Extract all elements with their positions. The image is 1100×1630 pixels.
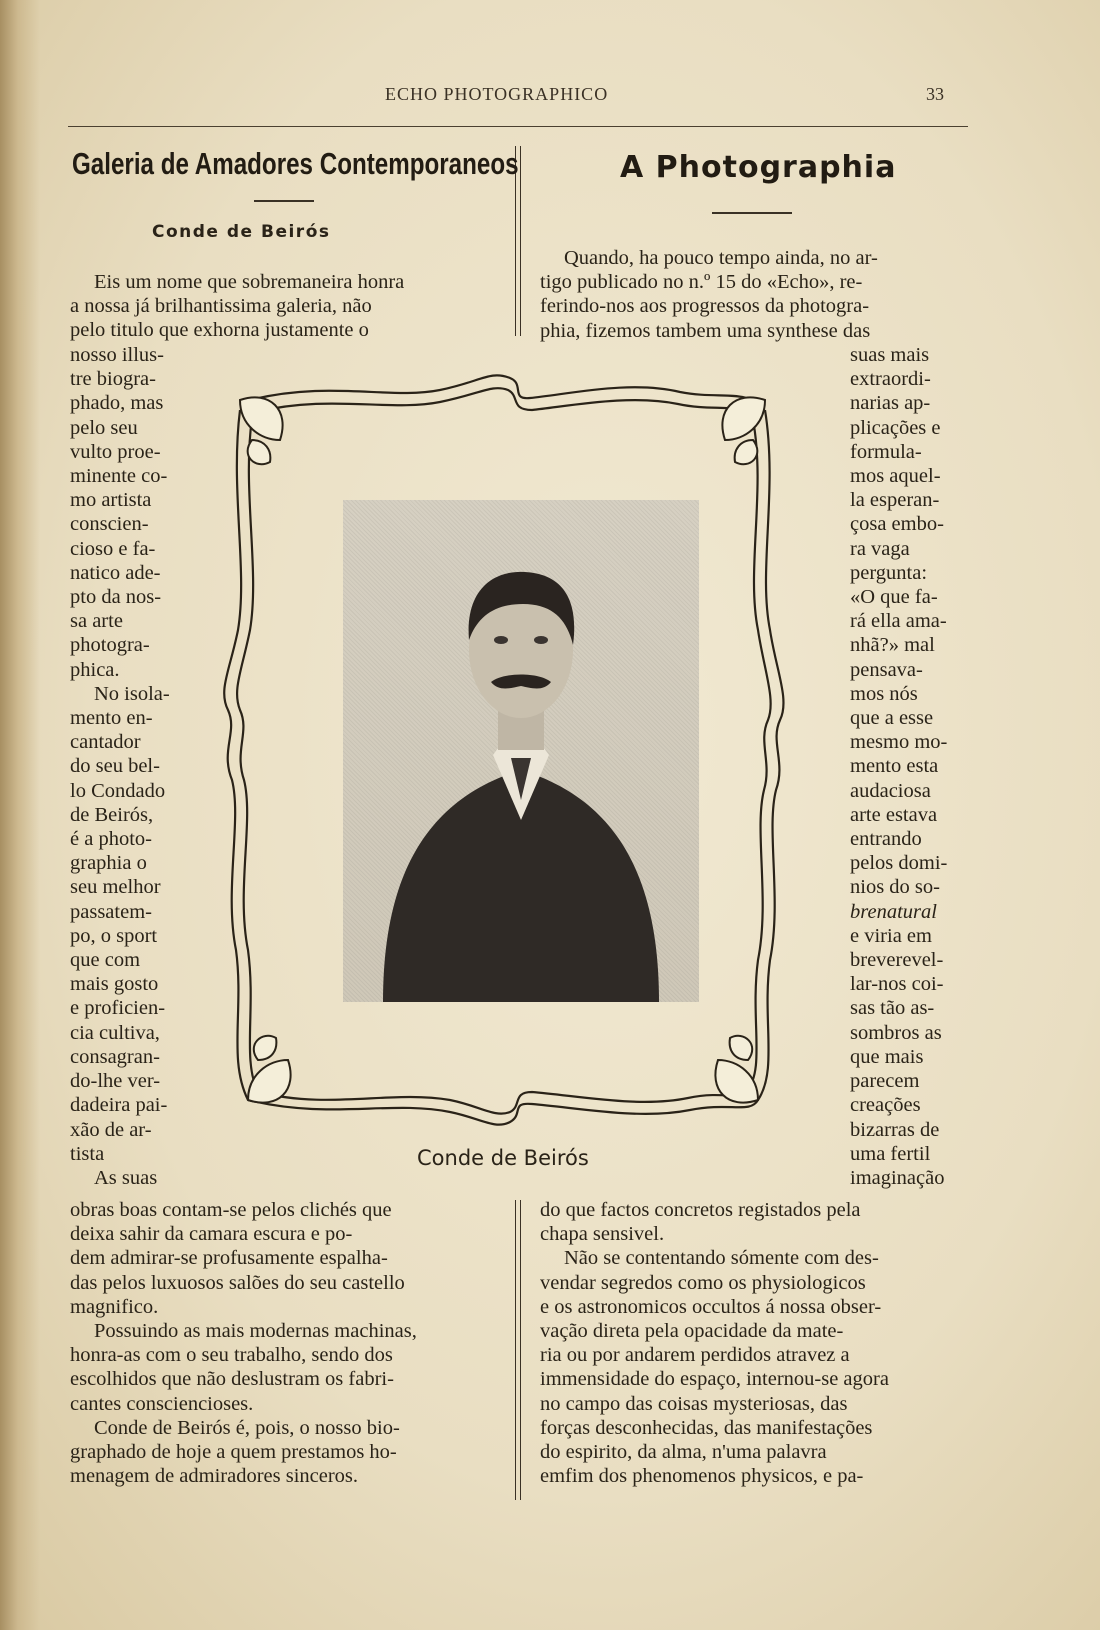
text-line: consagran- bbox=[70, 1045, 160, 1068]
text-line: narias ap- bbox=[850, 392, 931, 415]
running-head: ECHO PHOTOGRAPHICO bbox=[385, 84, 609, 104]
text-line: entrando bbox=[850, 828, 922, 851]
text-line: çosa embo- bbox=[850, 513, 944, 536]
text-line: As suas bbox=[94, 1166, 158, 1189]
text-line: forças desconhecidas, das manifestações bbox=[540, 1416, 873, 1439]
text-line: mento esta bbox=[850, 755, 939, 778]
text-line: é a photo- bbox=[70, 828, 152, 851]
text-line: sombros as bbox=[850, 1021, 942, 1044]
text-line: mos nós bbox=[850, 682, 918, 705]
text-line: mento en- bbox=[70, 707, 153, 730]
text-line: tista bbox=[70, 1142, 105, 1165]
text-line: pelos domi- bbox=[850, 852, 948, 875]
text-line: ria ou por andarem perdidos atravez a bbox=[540, 1344, 850, 1367]
text-line: immensidade do espaço, internou-se agora bbox=[540, 1368, 889, 1391]
text-line: natico ade- bbox=[70, 561, 161, 584]
page-header bbox=[0, 84, 1100, 108]
text-line: e os astronomicos occultos á nossa obser- bbox=[540, 1295, 882, 1318]
left-title-rule bbox=[254, 200, 314, 202]
text-line: sa arte bbox=[70, 610, 123, 633]
text-line: do espirito, da alma, n'uma palavra bbox=[540, 1441, 827, 1464]
text-line: dem admirar-se profusamente espalha- bbox=[70, 1247, 388, 1270]
text-line: que com bbox=[70, 949, 141, 972]
text-line: de Beirós, bbox=[70, 803, 154, 826]
text-line: tre biogra- bbox=[70, 368, 156, 391]
text-line: imaginação bbox=[850, 1166, 945, 1189]
header-rule bbox=[68, 126, 968, 127]
text-line: tigo publicado no n.º 15 do «Echo», re- bbox=[540, 271, 863, 294]
text-line: pelo titulo que exhorna justamente o bbox=[70, 319, 369, 342]
text-line: que a esse bbox=[850, 707, 934, 730]
right-intro-text bbox=[540, 246, 968, 343]
text-line: pelo seu bbox=[70, 416, 138, 439]
right-article-title: A Photographia bbox=[620, 150, 897, 185]
text-line: extraordi- bbox=[850, 368, 931, 391]
text-line: no campo das coisas mysteriosas, das bbox=[540, 1392, 848, 1415]
text-line: lo Condado bbox=[70, 779, 166, 802]
text-line: emfim dos phenomenos physicos, e pa- bbox=[540, 1465, 864, 1488]
text-line: phica. bbox=[70, 658, 120, 681]
text-line: do-lhe ver- bbox=[70, 1070, 161, 1093]
page-number: 33 bbox=[926, 84, 944, 104]
text-line: Eis um nome que sobremaneira honra bbox=[94, 271, 405, 293]
column-divider-bottom bbox=[515, 1200, 521, 1500]
text-line: passatem- bbox=[70, 900, 152, 923]
text-line: bizarras de bbox=[850, 1118, 940, 1141]
text-line: pensava- bbox=[850, 658, 923, 681]
text-line: phado, mas bbox=[70, 392, 164, 415]
portrait-photo bbox=[343, 500, 699, 1002]
text-line: e viria em bbox=[850, 924, 932, 947]
text-line: No isola- bbox=[94, 682, 170, 705]
text-line: graphado de hoje a quem prestamos ho- bbox=[70, 1441, 397, 1464]
photo-caption: Conde de Beirós bbox=[417, 1146, 589, 1170]
text-line: pergunta: bbox=[850, 561, 928, 584]
text-line: menagem de admiradores sinceros. bbox=[70, 1465, 359, 1488]
leaf-icon bbox=[240, 397, 283, 440]
text-line: mais gosto bbox=[70, 973, 159, 996]
text-line: vendar segredos como os physiologicos bbox=[540, 1271, 866, 1294]
text-line: lar-nos coi- bbox=[850, 973, 944, 996]
text-line: sas tão as- bbox=[850, 997, 935, 1020]
text-line: parecem bbox=[850, 1070, 920, 1093]
text-line: ra vaga bbox=[850, 537, 910, 560]
text-line: xão de ar- bbox=[70, 1118, 152, 1141]
text-line: ferindo-nos aos progressos da photogra- bbox=[540, 295, 870, 318]
text-line: cantes consciencioses. bbox=[70, 1392, 254, 1415]
text-line: suas mais bbox=[850, 344, 930, 366]
text-line: creações bbox=[850, 1094, 921, 1117]
text-line: pto da nos- bbox=[70, 586, 162, 609]
right-title-rule bbox=[712, 212, 792, 214]
left-narrow-text bbox=[70, 343, 188, 1190]
text-line: Possuindo as mais modernas machinas, bbox=[94, 1320, 417, 1343]
left-bottom-text bbox=[70, 1198, 500, 1488]
text-line: que mais bbox=[850, 1045, 924, 1068]
text-line: do que factos concretos registados pela bbox=[540, 1199, 861, 1221]
text-line: e proficien- bbox=[70, 997, 166, 1020]
left-article-subtitle: Conde de Beirós bbox=[152, 222, 331, 242]
text-line: breverevel- bbox=[850, 949, 944, 972]
binding-shadow bbox=[0, 0, 40, 1630]
text-line: honra-as com o seu trabalho, sendo dos bbox=[70, 1344, 393, 1367]
text-line: photogra- bbox=[70, 634, 150, 657]
text-line: do seu bel- bbox=[70, 755, 160, 778]
text-line: Quando, ha pouco tempo ainda, no ar- bbox=[564, 247, 878, 269]
text-line: plicações e bbox=[850, 416, 941, 439]
text-line: escolhidos que não deslustram os fabri- bbox=[70, 1368, 394, 1391]
right-bottom-text bbox=[540, 1198, 968, 1488]
text-line: seu melhor bbox=[70, 876, 161, 899]
text-line: das pelos luxuosos salões do seu castello bbox=[70, 1271, 405, 1294]
text-line: Conde de Beirós é, pois, o nosso bio- bbox=[94, 1416, 400, 1439]
text-line: nios do so- bbox=[850, 876, 940, 899]
text-line: magnifico. bbox=[70, 1295, 159, 1318]
text-line: vulto proe- bbox=[70, 440, 161, 463]
text-line: la esperan- bbox=[850, 489, 940, 512]
text-line: Não se contentando sómente com des- bbox=[564, 1247, 879, 1270]
text-line: mesmo mo- bbox=[850, 731, 948, 754]
text-line: cia cultiva, bbox=[70, 1021, 160, 1044]
text-line: mos aquel- bbox=[850, 465, 941, 488]
text-line: uma fertil bbox=[850, 1142, 931, 1165]
text-line: cantador bbox=[70, 731, 141, 754]
text-line: a nossa já brilhantissima galeria, não bbox=[70, 295, 372, 318]
text-line: po, o sport bbox=[70, 924, 158, 947]
text-line: mo artista bbox=[70, 489, 152, 512]
text-line: graphia o bbox=[70, 852, 147, 875]
text-line: minente co- bbox=[70, 465, 168, 488]
right-narrow-text bbox=[850, 343, 968, 1190]
text-line: deixa sahir da camara escura e po- bbox=[70, 1223, 353, 1246]
text-line: obras boas contam-se pelos clichés que bbox=[70, 1199, 392, 1221]
text-line: vação direta pela opacidade da mate- bbox=[540, 1320, 844, 1343]
text-line: dadeira pai- bbox=[70, 1094, 168, 1117]
text-line: brenatural bbox=[850, 900, 937, 923]
left-article-title: Galeria de Amadores Contemporaneos bbox=[72, 146, 519, 181]
text-line: conscien- bbox=[70, 513, 149, 536]
text-line: nhã?» mal bbox=[850, 634, 935, 657]
text-line: formula- bbox=[850, 440, 922, 463]
text-line: rá ella ama- bbox=[850, 610, 947, 633]
text-line: nosso illus- bbox=[70, 344, 164, 366]
text-line: audaciosa bbox=[850, 779, 931, 802]
portrait-figure bbox=[343, 500, 699, 1002]
left-intro-text bbox=[70, 270, 498, 343]
text-line: «O que fa- bbox=[850, 586, 938, 609]
text-line: arte estava bbox=[850, 803, 938, 826]
text-line: phia, fizemos tambem uma synthese das bbox=[540, 319, 871, 342]
text-line: cioso e fa- bbox=[70, 537, 156, 560]
text-line: chapa sensivel. bbox=[540, 1223, 665, 1246]
